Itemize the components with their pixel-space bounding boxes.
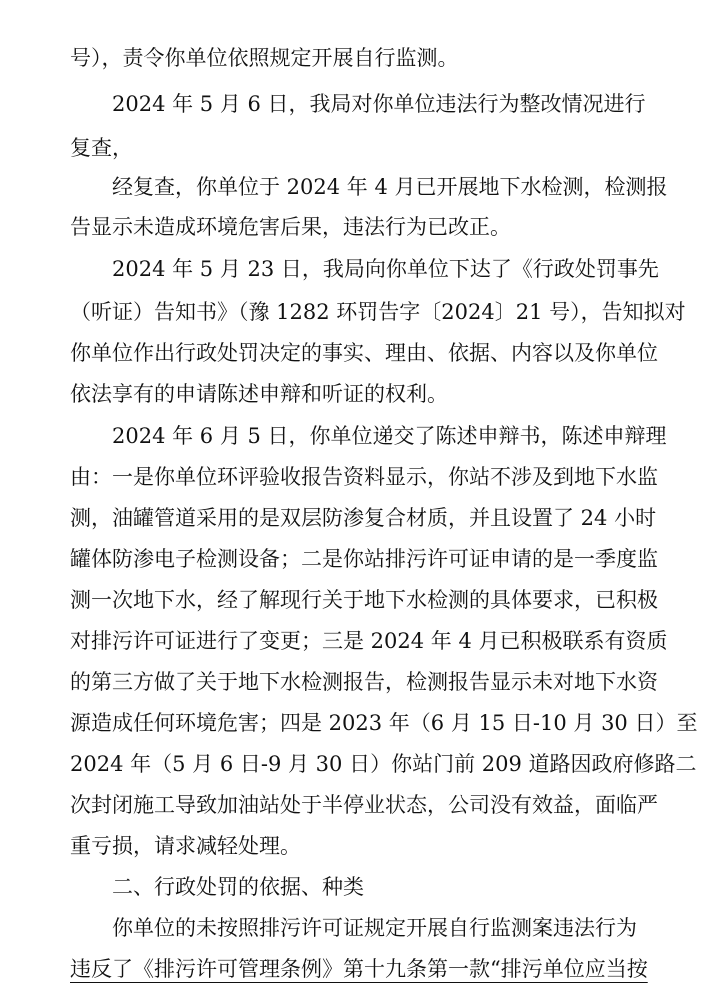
text-line: 源造成任何环境危害；四是 2023 年（6 月 15 日-10 月 30 日）至 bbox=[70, 711, 698, 735]
text-line: 对排污许可证进行了变更；三是 2024 年 4 月已积极联系有资质 bbox=[70, 629, 668, 653]
text-line: 2024 年 6 月 5 日，你单位递交了陈述申辩书，陈述申辩理 bbox=[112, 424, 667, 448]
text-line: 罐体防渗电子检测设备；二是你站排污许可证申请的是一季度监 bbox=[70, 547, 658, 571]
text-line: 2024 年 5 月 6 日，我局对你单位违法行为整改情况进行 bbox=[112, 92, 646, 116]
text-line: 你单位的未按照排污许可证规定开展自行监测案违法行为 bbox=[112, 916, 637, 940]
text-line: 号），责令你单位依照规定开展自行监测。 bbox=[70, 46, 459, 70]
text-line: 复查， bbox=[70, 136, 133, 160]
text-line: 你单位作出行政处罚决定的事实、理由、依据、内容以及你单位 bbox=[70, 341, 658, 365]
text-line: 2024 年（5 月 6 日-9 月 30 日）你站门前 209 道路因政府修路二 bbox=[70, 752, 697, 776]
text-line: （听证）告知书》（豫 1282 环罚告字〔2024〕21 号），告知拟对 bbox=[70, 300, 686, 324]
text-line: 告显示未造成环境危害后果，违法行为已改正。 bbox=[70, 215, 511, 239]
text-line: 经复查，你单位于 2024 年 4 月已开展地下水检测，检测报 bbox=[112, 175, 668, 199]
text-line: 测，油罐管道采用的是双层防渗复合材质，并且设置了 24 小时 bbox=[70, 506, 657, 530]
text-line: 次封闭施工导致加油站处于半停业状态，公司没有效益，面临严 bbox=[70, 793, 658, 817]
section-heading: 二、行政处罚的依据、种类 bbox=[112, 875, 364, 899]
text-line: 测一次地下水，经了解现行关于地下水检测的具体要求，已积极 bbox=[70, 588, 658, 612]
text-line: 的第三方做了关于地下水检测报告，检测报告显示未对地下水资 bbox=[70, 670, 658, 694]
text-line: 2024 年 5 月 23 日，我局向你单位下达了《行政处罚事先 bbox=[112, 257, 659, 281]
text-line: 由：一是你单位环评验收报告资料显示，你站不涉及到地下水监 bbox=[70, 465, 658, 489]
text-line-underlined: 违反了《排污许可管理条例》第十九条第一款“排污单位应当按 bbox=[70, 957, 648, 981]
text-line: 依法享有的申请陈述申辩和听证的权利。 bbox=[70, 382, 448, 406]
text-line: 重亏损，请求减轻处理。 bbox=[70, 834, 301, 858]
